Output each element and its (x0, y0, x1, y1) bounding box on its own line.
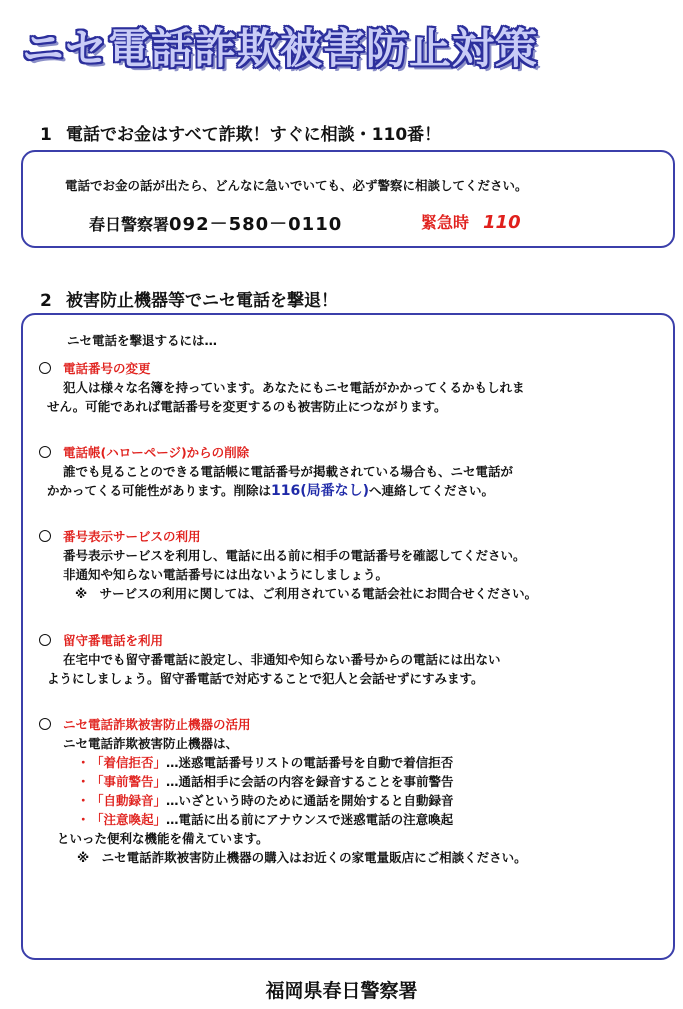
item-line: せん。可能であれば電話番号を変更するのも被害防止につながります。 (47, 399, 447, 414)
circle-bullet-icon (39, 530, 51, 542)
item-title: 電話番号の変更 (63, 361, 151, 376)
removal-number: 116(局番なし) (271, 483, 370, 499)
feature-row (37, 772, 667, 791)
item-line: 非通知や知らない電話番号には出ないようにしましょう。 (63, 567, 389, 582)
dot-bullet-icon: ・ (77, 812, 90, 827)
item-line: 在宅中でも留守番電話に設定し、非通知や知らない番号からの電話には出ない (63, 652, 501, 667)
circle-bullet-icon (39, 634, 51, 646)
emergency-number: 110 (483, 212, 521, 233)
circle-bullet-icon (39, 362, 51, 374)
item-note: ※ サービスの利用に関しては、ご利用されている電話会社にお問合せください。 (75, 586, 538, 601)
section2-intro: ニセ電話を撃退するには… (67, 333, 218, 348)
station-phone-line (89, 210, 342, 236)
feature-name: 「着信拒否」 (91, 755, 167, 770)
item-line: ようにしましょう。留守番電話で対応することで犯人と会話せずにすみます。 (47, 671, 484, 686)
circle-bullet-icon (39, 718, 51, 730)
item-line: ニセ電話詐欺被害防止機器は、 (63, 736, 239, 751)
dot-bullet-icon: ・ (77, 755, 90, 770)
footer-organization: 福岡県春日警察署 (265, 980, 418, 1002)
measure-answering-machine (37, 631, 667, 688)
section1-heading-text: 電話でお金はすべて詐欺！すぐに相談・110番！ (66, 125, 442, 145)
item-heading (37, 527, 667, 546)
feature-name: 「自動録音」 (91, 793, 167, 808)
station-phone: 092－580－0110 (169, 214, 343, 235)
circle-bullet-icon (39, 446, 51, 458)
page-title: ニセ電話詐欺被害防止対策 (22, 24, 539, 73)
measure-prevention-devices (37, 715, 667, 867)
section1-box (21, 150, 675, 248)
feature-desc: …迷惑電話番号リストの電話番号を自動で着信拒否 (166, 755, 454, 770)
section1-number: 1 (40, 125, 52, 145)
station-label: 春日警察署 (89, 215, 170, 234)
feature-row (37, 810, 667, 829)
dot-bullet-icon: ・ (77, 793, 90, 808)
item-line: 犯人は様々な名簿を持っています。あなたにもニセ電話がかかってくるかもしれま (63, 380, 525, 395)
item-heading (37, 715, 667, 734)
item-line-pre: かかってくる可能性があります。削除は (47, 483, 272, 498)
item-heading (37, 443, 667, 462)
item-line (37, 481, 667, 501)
measure-phone-number-change (37, 359, 667, 416)
item-title: 番号表示サービスの利用 (63, 529, 201, 544)
section2-number: 2 (40, 291, 52, 311)
feature-desc: …通話相手に会話の内容を録音することを事前警告 (166, 774, 454, 789)
feature-name: 「事前警告」 (91, 774, 167, 789)
item-note: ※ ニセ電話詐欺被害防止機器の購入はお近くの家電量販店にご相談ください。 (77, 850, 527, 865)
section1-heading (40, 120, 441, 145)
feature-row (37, 753, 667, 772)
feature-desc: …電話に出る前にアナウンスで迷惑電話の注意喚起 (166, 812, 454, 827)
item-line: といった便利な機能を備えています。 (57, 831, 269, 846)
item-title: 電話帳(ハローページ)からの削除 (63, 445, 250, 460)
item-line: 番号表示サービスを利用し、電話に出る前に相手の電話番号を確認してください。 (63, 548, 526, 563)
feature-desc: …いざという時のために通話を開始すると自動録音 (166, 793, 454, 808)
item-line-post: へ連絡してください。 (369, 483, 495, 498)
dot-bullet-icon: ・ (77, 774, 90, 789)
emergency-line (421, 210, 521, 233)
section2-box (21, 313, 675, 960)
measure-phonebook-removal (37, 443, 667, 501)
feature-row (37, 791, 667, 810)
item-title: 留守番電話を利用 (63, 633, 164, 648)
measure-caller-id-service (37, 527, 667, 603)
section2-heading-text: 被害防止機器等でニセ電話を撃退！ (66, 291, 338, 311)
section1-text: 電話でお金の話が出たら、どんなに急いでいても、必ず警察に相談してください。 (65, 178, 528, 193)
item-heading (37, 631, 667, 650)
item-heading (37, 359, 667, 378)
item-title: ニセ電話詐欺被害防止機器の活用 (63, 717, 251, 732)
item-line: 誰でも見ることのできる電話帳に電話番号が掲載されている場合も、ニセ電話が (63, 464, 514, 479)
section2-heading (40, 286, 338, 311)
feature-name: 「注意喚起」 (91, 812, 167, 827)
emergency-label: 緊急時 (421, 213, 470, 232)
